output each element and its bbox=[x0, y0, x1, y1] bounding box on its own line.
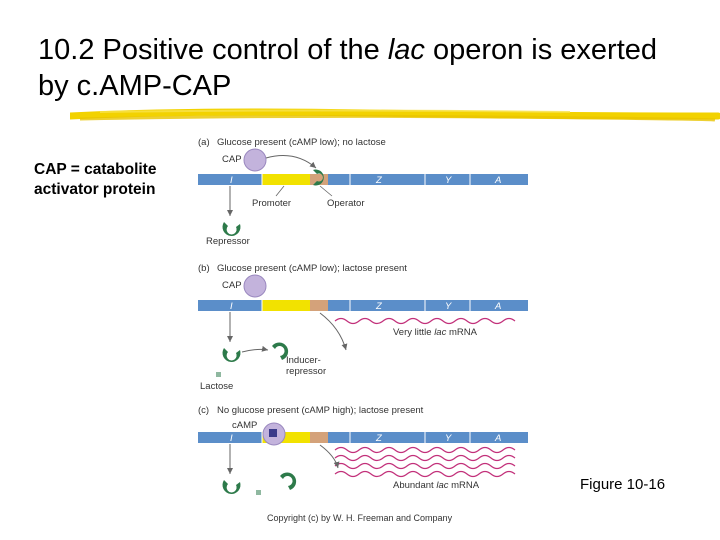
panel-b-repressor-protein bbox=[223, 348, 241, 362]
panel-a-letter: (a) bbox=[198, 137, 210, 148]
panel-b-dna bbox=[198, 300, 528, 311]
panel-b-cap-protein bbox=[244, 275, 266, 297]
panel-b-heading: Glucose present (cAMP low); lactose present bbox=[217, 263, 407, 274]
panel-c-gene-a: A bbox=[495, 433, 502, 444]
panel-b-inducer-label-1: Inducer- bbox=[286, 355, 321, 366]
panel-a-operator-leader bbox=[320, 186, 332, 196]
panel-a-cap-protein bbox=[244, 149, 266, 171]
panel-b-letter: (b) bbox=[198, 263, 210, 274]
panel-c-camp-label: cAMP bbox=[232, 420, 258, 431]
panel-a-repressor-protein bbox=[223, 222, 241, 236]
panel-b-binding-arrow bbox=[242, 349, 268, 352]
panel-c bbox=[198, 405, 528, 495]
panel-c-mrna-label: Abundant lac mRNA bbox=[393, 480, 480, 491]
panel-a-gene-a: A bbox=[495, 175, 502, 186]
panel-b bbox=[198, 263, 528, 392]
panel-c-transcription-arrow bbox=[320, 445, 338, 468]
panel-b-promoter bbox=[262, 300, 310, 311]
panel-a-gene-z: Z bbox=[376, 175, 382, 186]
panel-b-gene-a: A bbox=[495, 301, 502, 312]
panel-c-camp-molecule bbox=[269, 429, 277, 437]
panel-c-gene-i: I bbox=[230, 433, 233, 444]
panel-b-gene-i: I bbox=[230, 301, 233, 312]
panel-b-cap-label: CAP bbox=[222, 280, 242, 291]
title-text-pre: 10.2 Positive control of the bbox=[38, 34, 388, 66]
copyright-notice: Copyright (c) by W. H. Freeman and Company bbox=[267, 513, 453, 523]
figure-label: Figure 10-16 bbox=[580, 476, 666, 493]
cap-definition bbox=[34, 160, 156, 200]
panel-a-dna bbox=[198, 174, 528, 185]
panel-c-gene-z: Z bbox=[376, 433, 382, 444]
panel-b-gene-z: Z bbox=[376, 301, 382, 312]
panel-c-mrna-group bbox=[335, 448, 515, 477]
panel-b-mrna-label: Very little lac mRNA bbox=[393, 327, 477, 338]
cap-definition-line2: activator protein bbox=[34, 181, 156, 198]
panel-b-operator bbox=[310, 300, 328, 311]
panel-a-gene-y: Y bbox=[445, 175, 452, 186]
slide-title bbox=[38, 32, 678, 104]
panel-b-mrna bbox=[335, 319, 515, 324]
panel-a-heading: Glucose present (cAMP low); no lactose bbox=[217, 137, 386, 148]
panel-c-dna bbox=[198, 432, 528, 443]
panel-a-promoter-leader bbox=[276, 186, 284, 196]
panel-c-gene-y: Y bbox=[445, 433, 452, 444]
panel-b-inducer-label-2: repressor bbox=[286, 366, 327, 377]
panel-a-repressor-label: Repressor bbox=[206, 236, 250, 247]
panel-c-repressor-protein bbox=[223, 480, 241, 494]
cap-definition-line1: CAP = catabolite bbox=[34, 161, 157, 178]
panel-c-inducer-repressor-complex bbox=[280, 472, 296, 490]
title-text-post: operon is exerted by c.AMP-CAP bbox=[38, 34, 658, 102]
panel-a-cap-label: CAP bbox=[222, 154, 242, 165]
panel-c-lactose-molecule bbox=[256, 490, 261, 495]
panel-a-promoter-label: Promoter bbox=[252, 198, 292, 209]
panel-c-letter: (c) bbox=[198, 405, 210, 416]
title-underline bbox=[70, 104, 720, 126]
panel-b-lactose-molecule bbox=[216, 372, 221, 377]
panel-b-gene-y: Y bbox=[445, 301, 452, 312]
panel-c-heading: No glucose present (cAMP high); lactose present bbox=[217, 405, 424, 416]
panel-a-operator-label: Operator bbox=[327, 198, 365, 209]
panel-a-gene-i: I bbox=[230, 175, 233, 186]
panel-a-promoter bbox=[262, 174, 310, 185]
panel-c-operator bbox=[310, 432, 328, 443]
panel-a-cap-arrow bbox=[266, 156, 316, 168]
panel-a bbox=[198, 137, 528, 247]
title-text-italic: lac bbox=[387, 34, 425, 66]
panel-b-lactose-label: Lactose bbox=[200, 381, 234, 392]
lac-operon-figure bbox=[180, 128, 720, 510]
